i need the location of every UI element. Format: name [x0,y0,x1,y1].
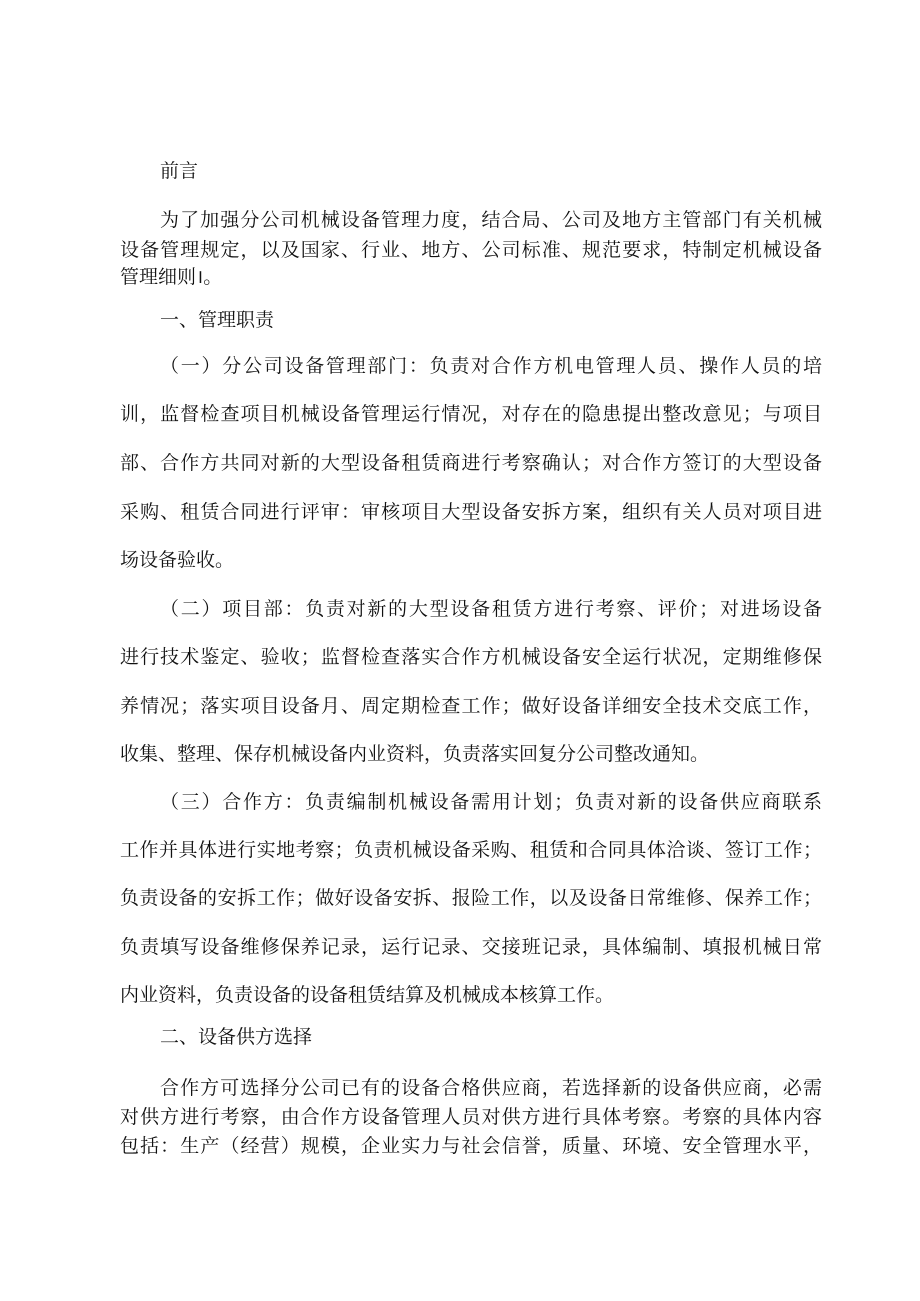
preface-heading: 前言 [160,160,199,182]
preface-line-3: 管理细则।。 [120,266,223,288]
item-2-line-1: （二）项目部：负责对新的大型设备租赁方进行考察、评价；对进场设备 [160,598,822,620]
section-2-line-1: 合作方可选择分公司已有的设备合格供应商，若选择新的设备供应商，必需 [160,1077,822,1099]
item-3-line-2: 工作并具体进行实地考察；负责机械设备采购、租赁和合同具体洽谈、签订工作； [120,839,822,861]
item-1-line-1: （一）分公司设备管理部门：负责对合作方机电管理人员、操作人员的培 [160,355,822,377]
item-1-line-5: 场设备验收。 [120,549,235,571]
item-2-line-2: 进行技术鉴定、验收；监督检查落实合作方机械设备安全运行状况，定期维修保 [120,646,822,668]
item-2-line-3: 养情况；落实项目设备月、周定期检查工作；做好设备详细安全技术交底工作， [120,695,822,717]
item-3-line-4: 负责填写设备维修保养记录，运行记录、交接班记录，具体编制、填报机械日常 [120,936,822,958]
item-3-line-3: 负责设备的安拆工作；做好设备安拆、报险工作，以及设备日常维修、保养工作； [120,887,822,909]
preface-line-1: 为了加强分公司机械设备管理力度，结合局、公司及地方主管部门有关机械 [160,209,822,231]
section-2-line-3: 包括：生产（经营）规模，企业实力与社会信誉，质量、环境、安全管理水平， [120,1135,822,1157]
item-1-line-2: 训，监督检查项目机械设备管理运行情况，对存在的隐患提出整改意见；与项目 [120,403,822,425]
item-2-line-4: 收集、整理、保存机械设备内业资料，负责落实回复分公司整改通知。 [120,743,710,765]
section-2-line-2: 对供方进行考察，由合作方设备管理人员对供方进行具体考察。考察的具体内容 [120,1106,822,1128]
item-1-line-3: 部、合作方共同对新的大型设备租赁商进行考察确认；对合作方签订的大型设备 [120,452,822,474]
preface-line-2: 设备管理规定，以及国家、行业、地方、公司标准、规范要求，特制定机械设备 [120,239,822,261]
item-3-line-5: 内业资料，负责设备的设备租赁结算及机械成本核算工作。 [120,984,615,1006]
item-3-line-1: （三）合作方：负责编制机械设备需用计划；负责对新的设备供应商联系 [160,791,822,813]
section-2-heading: 二、设备供方选择 [160,1026,313,1048]
item-1-line-4: 采购、租赁合同进行评审：审核项目大型设备安拆方案，组织有关人员对项目进 [120,501,822,523]
section-1-heading: 一、管理职责 [160,309,275,331]
